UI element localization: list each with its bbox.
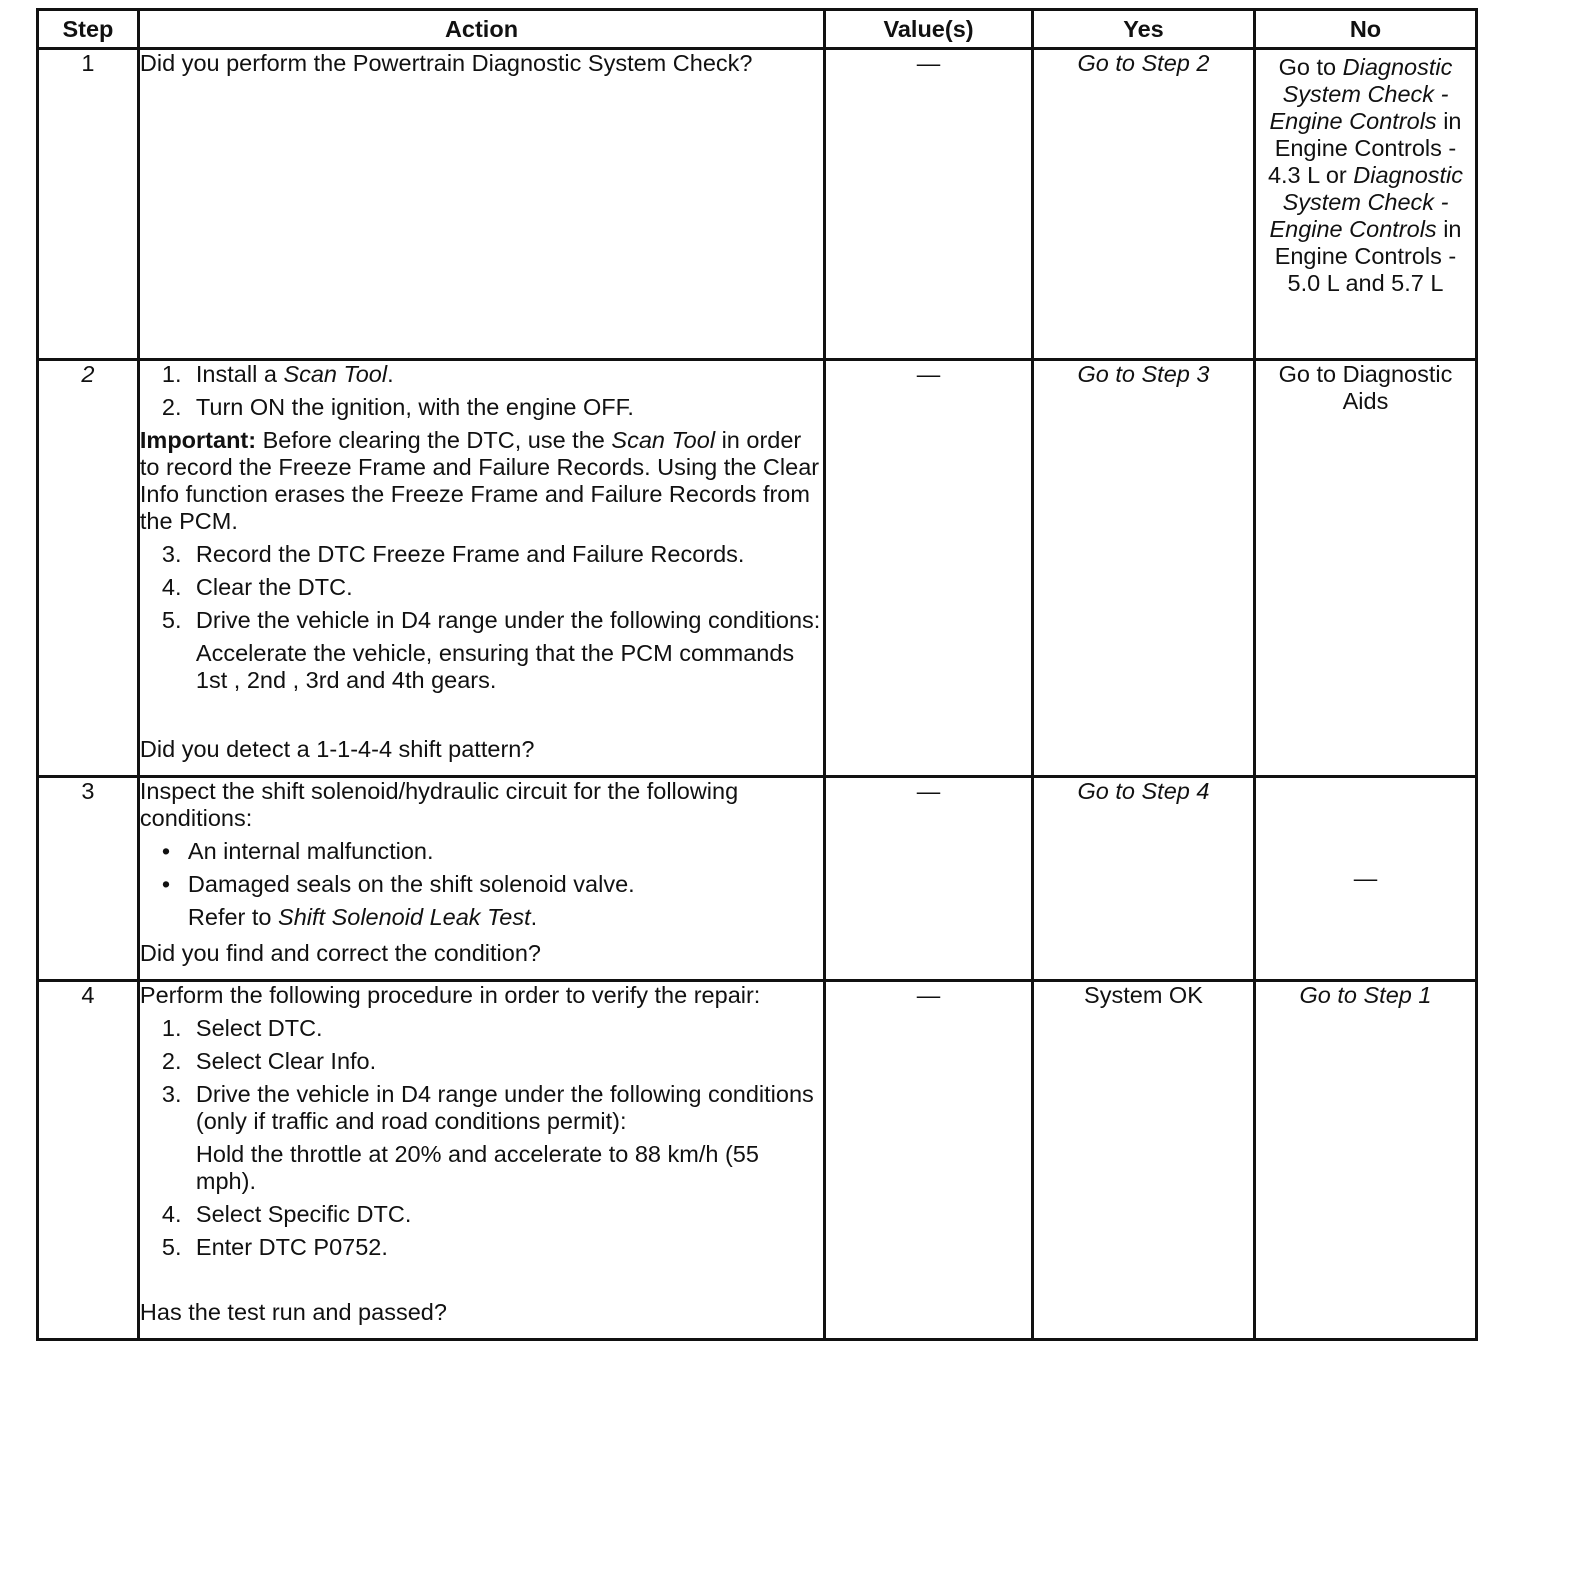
value-cell: — — [825, 981, 1033, 1340]
header-values: Value(s) — [825, 10, 1033, 49]
step-number: 4 — [38, 981, 139, 1340]
yes-cell — [1032, 777, 1254, 981]
yes-link[interactable]: Go to Step 4 — [1077, 778, 1210, 804]
action-text: Did you perform the Powertrain Diagnostic System Check? — [139, 50, 753, 76]
table-row — [38, 360, 1477, 777]
action-cell — [138, 49, 824, 360]
yes-cell — [1032, 981, 1254, 1340]
action-cell: Inspect the shift solenoid/hydraulic circuit for the following conditions: • An internal malfunction. • Damaged seals on the shift solenoid valve. Refer to Shift Solenoid Leak Test. Did you find and correct the condition? — [138, 777, 824, 981]
yes-link[interactable]: System OK — [1084, 982, 1203, 1008]
scan-tool-link[interactable]: Scan Tool — [283, 361, 388, 387]
no-cell: Go to Diagnostic System Check - Engine Controls in Engine Controls - 4.3 L or Diagnostic System Check - Engine Controls in Engine Controls - 5.0 L and 5.7 L — [1254, 49, 1476, 360]
question-text: Did you find and correct the condition? — [139, 940, 541, 966]
table-row — [38, 49, 1477, 360]
no-cell — [1254, 981, 1476, 1340]
no-cell: — — [1254, 777, 1476, 981]
diagnostic-table — [36, 8, 1478, 1341]
header-yes: Yes — [1032, 10, 1254, 49]
table-row — [38, 777, 1477, 981]
step-number: 1 — [38, 49, 139, 360]
important-note: Important: Before clearing the DTC, use the Scan Tool in order to record the Freeze Frame and Failure Records. Using the Clear Info function erases the Freeze Frame and Failure Records from the PCM. — [139, 427, 820, 534]
no-link[interactable]: Go to Diagnostic Aids — [1278, 361, 1453, 414]
bullet-icon: • — [161, 838, 171, 864]
leak-test-link[interactable]: Shift Solenoid Leak Test — [278, 904, 531, 930]
yes-link[interactable]: Go to Step 2 — [1077, 50, 1210, 76]
yes-cell — [1032, 49, 1254, 360]
value-cell: — — [825, 360, 1033, 777]
header-action: Action — [138, 10, 824, 49]
no-cell — [1254, 360, 1476, 777]
value-cell: — — [825, 49, 1033, 360]
bullet-icon: • — [161, 871, 171, 897]
no-link[interactable]: Go to Step 1 — [1299, 982, 1432, 1008]
step-number: 3 — [38, 777, 139, 981]
action-cell: 1. Install a Scan Tool. 2. Turn ON the ignition, with the engine OFF. Important: Before clearing the DTC, use the Scan Tool in order to record the Freeze Frame and Failure Records. Using the Clear Info function erases the Freeze Frame and Failure Records from the PCM. 3. Record the DTC Freeze Frame and Failure Records. 4. Clear the DTC. 5. Drive the vehicle in D4 range under the following conditions: Accelerate the vehicle, ensuring that the PCM commands 1st , 2nd , 3rd and 4th gears. Did you detect a 1-1-4-4 shift pattern? — [138, 360, 824, 777]
no-link[interactable]: Diagnostic System Check - Engine Controls — [1269, 54, 1453, 134]
yes-link[interactable]: Go to Step 3 — [1077, 361, 1210, 387]
value-cell: — — [825, 777, 1033, 981]
header-row — [38, 10, 1477, 49]
yes-cell — [1032, 360, 1254, 777]
scan-tool-link[interactable]: Scan Tool — [611, 427, 716, 453]
action-cell: Perform the following procedure in order to verify the repair: 1. Select DTC. 2. Select Clear Info. 3. Drive the vehicle in D4 range under the following conditions (only if traffic and road conditions permit): Hold the throttle at 20% and accelerate to 88 km/h (55 mph). 4. Select Specific DTC. 5. Enter DTC P0752. Has the test run and passed? — [138, 981, 824, 1340]
no-link[interactable]: Diagnostic System Check - Engine Controls — [1269, 162, 1464, 242]
question-text: Has the test run and passed? — [139, 1299, 447, 1325]
question-text: Did you detect a 1-1-4-4 shift pattern? — [139, 736, 535, 762]
step-number: 2 — [38, 360, 139, 777]
header-no: No — [1254, 10, 1476, 49]
header-step: Step — [38, 10, 139, 49]
table-row — [38, 981, 1477, 1340]
